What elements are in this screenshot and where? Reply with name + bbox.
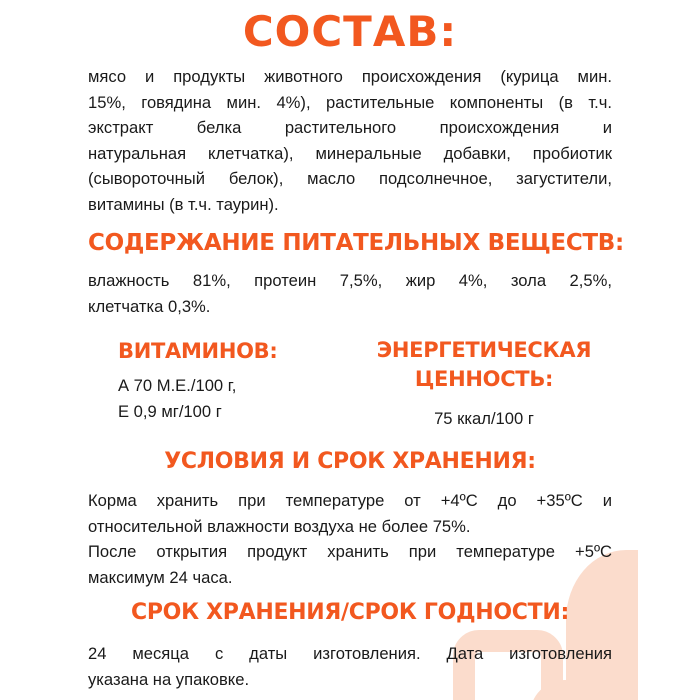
storage-line: относительной влажности воздуха не более 75%. [88, 516, 471, 536]
vitamins-text [118, 373, 338, 424]
composition-title: СОСТАВ: [242, 7, 458, 56]
energy-title [368, 336, 600, 394]
shelf-life-title: СРОК ХРАНЕНИЯ/СРОК ГОДНОСТИ: [131, 600, 569, 625]
vitamin-line: А 70 М.Е./100 г, [118, 376, 237, 395]
energy-title-line: ЦЕННОСТЬ: [414, 367, 554, 391]
composition-line: натуральная клетчатка), минеральные добавки, пробиотик [88, 143, 612, 163]
storage-conditions-text [88, 488, 612, 590]
composition-line: экстракт белка растительного происхождения и [88, 118, 612, 137]
nutrients-text [88, 268, 612, 319]
storage-line: Корма хранить при температуре от +4ºС до +35ºС и [88, 491, 612, 510]
shelf-life-line: 24 месяца с даты изготовления. Дата изготовления [88, 644, 612, 663]
shelf-life-text [88, 641, 612, 692]
nutrients-line: влажность 81%, протеин 7,5%, жир 4%, зола 2,5%, [88, 271, 612, 290]
nutrients-title: СОДЕРЖАНИЕ ПИТАТЕЛЬНЫХ ВЕЩЕСТВ: [88, 230, 624, 256]
energy-title-line: ЭНЕРГЕТИЧЕСКАЯ [376, 338, 592, 362]
vitamin-line: Е 0,9 мг/100 г [118, 401, 222, 421]
shelf-life-line: указана на упаковке. [88, 669, 250, 689]
composition-line: (сывороточный белок), масло подсолнечное, загустители, [88, 169, 612, 188]
composition-line: 15%, говядина мин. 4%), растительные компоненты (в т.ч. [88, 92, 612, 112]
composition-text [88, 64, 612, 217]
storage-line: После открытия продукт хранить при температуре +5ºС [88, 542, 612, 561]
nutrients-line: клетчатка 0,3%. [88, 296, 211, 316]
composition-line: мясо и продукты животного происхождения (курица мин. [88, 67, 612, 86]
storage-line: максимум 24 часа. [88, 567, 233, 587]
energy-value: 75 ккал/100 г [434, 409, 534, 428]
storage-conditions-title: УСЛОВИЯ И СРОК ХРАНЕНИЯ: [164, 449, 536, 474]
composition-line: витамины (в т.ч. таурин). [88, 194, 279, 214]
vitamins-title: ВИТАМИНОВ: [118, 339, 278, 363]
